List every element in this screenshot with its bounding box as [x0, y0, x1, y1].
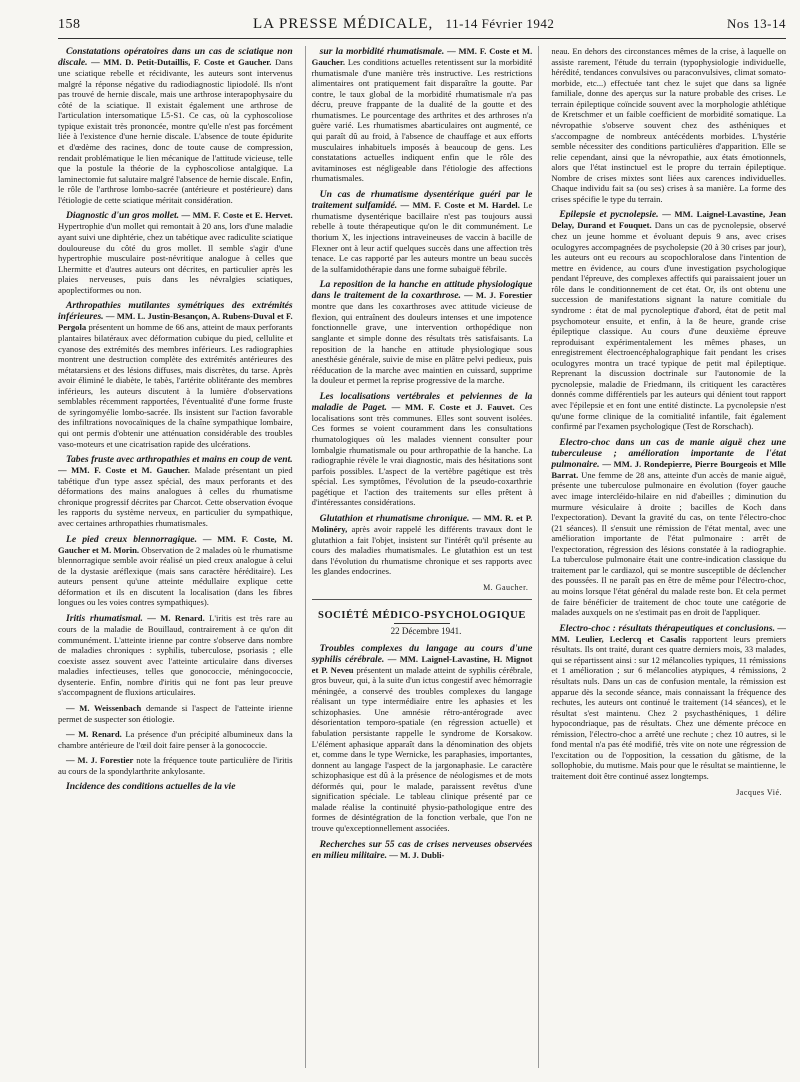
- issue-date: 11-14 Février 1942: [445, 16, 555, 31]
- abstract-paragraph: [312, 189, 533, 274]
- abstract-text: Les conditions actuelles retentissent sur la morbidité rhumatismale d'une manière très instructive. Les restrictions alimentaires ont pratiquement fait disparaître la goutte. Par contre, le taux global de la morbidité rhumatismale n'a pas décru, preuve frappante de la dualité de la goutte et des rhumatismes. Le pourcentage des arthrites et des arthroses n'a guère varié. Les rhumatismes abarticulaires ont augmenté, ce qui paraît dû au froid, à l'absence de chauffage et aux efforts musculaires inhabituels imposés à beaucoup de gens. Les constatations actuelles indiquent enfin que le rôle des avitaminoses est négligeable dans l'étiologie des affections rhumatismales.: [311, 57, 533, 184]
- continued-paragraph: neau. En dehors des circonstances mêmes de la crise, à laquelle on assiste rarement, l'étude du terrain (typophysiologie individuelle, hérédité, tendances convulsives ou paraconvulsives, climat somato-morbide, etc...) effectuée tant chez le sujet que dans sa lignée familiale, donne des aperçus sur la nature probable des crises. Le terrain épileptique coïncide souvent avec la morphologie athlétique de Kretschmer et un faible coefficient de morbidité somatique. La névropathie s'observe souvent chez des asthéniques et s'accompagne de nombreux antécédents morbides. L'hystérie semble nécessiter des conditions particulières d'apparition. Elle se relie cependant, ainsi que la névropathie, aux états émotionnels, alors que l'état instinctuel est le propre du terrain épileptique. Nombre de crises mixtes sont liées aux carences individuelles. Chaque individu fait sa (ou ses) crises à sa manière. La forme des crises spécifie le type du terrain.: [551, 46, 786, 204]
- abstract-title: sur la morbidité rhumatismale.: [319, 46, 445, 57]
- abstract-authors: — M. Renard.: [147, 612, 205, 623]
- abstract-paragraph: [58, 781, 293, 792]
- abstract-paragraph: [58, 454, 293, 528]
- abstract-paragraph: [58, 703, 293, 724]
- column-middle-part-b: [312, 643, 533, 861]
- abstract-paragraph: [58, 300, 293, 449]
- abstract-paragraph: [58, 729, 293, 750]
- society-rule: [394, 623, 450, 624]
- column-middle: [305, 46, 540, 1068]
- abstract-paragraph: [58, 755, 293, 776]
- abstract-text: présentent un homme de 66 ans, atteint de maux perforants plantaires bilatéraux avec déformation cubique du pied, cellulite et cyanose des extrémités des membres inférieurs. Les radiographies montrent une destruction complète des extrémités antérieures des métatarsiens et des lésions diffuses, mais discrètes, du tarse. Après avoir éliminé le diabète, le tabès, l'artérite oblitérante des membres inférieurs, les auteurs discutent à la lumière d'observations semblables récemment rapportées, l'éventualité d'une forme fruste de syringomyélie lombo-sacrée. Ils insistent sur l'action favorable des infiltrations novocaïniques de la chaîne sympathique lombaire, qui ont permis d'obtenir une atténuation considérable des troubles vaso-moteurs et une cicatrisation rapide des ulcérations.: [58, 322, 293, 449]
- society-name: SOCIÉTÉ MÉDICO-PSYCHOLOGIQUE: [318, 609, 526, 621]
- column-right: [551, 46, 786, 1068]
- society-heading: [312, 599, 533, 625]
- abstract-authors: — MM. R. et P. Molinéry,: [311, 512, 533, 534]
- abstract-text: Le rhumatisme dysentérique bacillaire n'est pas toujours aussi rebelle à toute thérapeutique qu'on le dit communément. Le thorium X, les injections intraveineuses de vaccin à bacille de Flexner ont à leur actif quelques succès dans une affection très tenace. Le cas rapporté par les auteurs montre un beau succès de la sulfamidothérapie dans une forme subaiguë fébrile.: [311, 199, 533, 274]
- abstract-title: Incidence des conditions actuelles de la vie: [66, 781, 236, 793]
- abstract-title: Troubles complexes du langage au cours d'une syphilis cérébrale.: [311, 642, 533, 665]
- abstract-paragraph: [312, 279, 533, 386]
- abstract-title: Electro-choc dans un cas de manie aiguë chez une tuberculeuse ; amélioration importante de l'état pulmonaire.: [551, 436, 786, 470]
- column-left: [58, 46, 293, 1068]
- abstract-authors: — M. Weissenbach: [66, 702, 142, 713]
- abstract-paragraph: [312, 391, 533, 508]
- abstract-title: Recherches sur 55 cas de crises nerveuses observées en milieu militaire.: [311, 838, 533, 861]
- abstract-authors: — MM. Laignel-Lavastine, Jean Delay, Durand et Fouquet.: [551, 209, 786, 231]
- abstract-title: Glutathion et rhumatisme chronique.: [319, 512, 470, 524]
- abstract-text: La présence d'un précipité albumineux dans la chambre antérieure de l'œil doit faire penser à la gonococcie.: [58, 729, 293, 750]
- journal-title: LA PRESSE MÉDICALE,: [253, 16, 434, 32]
- abstract-authors: — MM. F. Coste et M. Gaucher.: [311, 46, 533, 68]
- abstract-authors: — MM. J. Rondepierre, Pierre Bourgeois et Mlle Barrat.: [551, 458, 786, 480]
- signature-gaucher: M. Gaucher.: [483, 582, 529, 592]
- abstract-paragraph: [312, 839, 533, 861]
- abstract-text: après avoir rappelé les différents travaux dont le glutathion a fait l'objet, insistent sur l'intérêt qu'il présente au cours des maladies rhumatismales. Le glutathion est un test dans l'évolution du rhumatisme chronique et ses rapports avec les glandes endocrines.: [311, 523, 533, 577]
- abstract-paragraph: [58, 613, 293, 698]
- abstract-paragraph: [551, 437, 786, 618]
- abstract-paragraph: [312, 513, 533, 577]
- abstract-title: Diagnostic d'un gros mollet.: [66, 210, 180, 222]
- journal-masthead: [81, 16, 727, 33]
- abstract-text: Une femme de 28 ans, atteinte d'un accès de manie aiguë, présente une tuberculose pulmonaire en évolution (foyer gauche avec image intercléido-hilaire en nid d'abeilles ; diminution du murmure vésiculaire à droite ; bacilles de Koch dans l'expectoration). Devant la gravité du cas, on tente l'électro-choc (21 séances). Il s'ensuit une rémission de l'état mental, avec une amélioration importante de l'état pulmonaire : arrêt de l'expectoration, régression des lésions constatée à la radiographie. La tuberculose pulmonaire était une contre-indication classique du traitement par le cardiazol, qui se montre susceptible de déclencher des poussées. Il ne paraît pas en être de même pour l'électro-choc, au moins lorsque l'état général du malade reste bon. Et cela permet de faire bénéficier de traitement de choc toute une catégorie de malades auxquels on ne s'estimait pas en droit de l'appliquer.: [551, 469, 786, 618]
- abstract-authors: — MM. F. Coste et E. Hervet.: [181, 210, 293, 221]
- signature-vie: Jacques Vié.: [736, 787, 782, 797]
- running-header: [58, 16, 786, 39]
- abstract-title: Iritis rhumatismal.: [66, 612, 143, 624]
- abstract-paragraph: [312, 46, 533, 184]
- abstract-title: Epilepsie et pycnolepsie.: [559, 209, 659, 221]
- abstract-authors: — M. J. Forestier: [464, 290, 533, 301]
- abstract-text: rapportent leurs premiers résultats. Ils ont traité, durant ces quatre derniers mois, 33 malades, qui se répartissent ainsi : sur 12 mélancolies typiques, 11 rémissions et 1 amélioration ; sur 6 mélancolies atypiques, 4 rémissions, 2 résultats nuls. Dans un cas de confusion mentale, la rémission est apparue dès la seconde séance, mais connaissant la fréquence des rechutes, les auteurs ont continué le traitement (14 séances), et le résultat s'est maintenu. Chez 2 psychasthéniques, 1 délire hypocondriaque, pas de résultats. Chez une démente précoce en rémission, l'électro-choc a arrêté une rechute ; chez 10 autres, si le fond mental n'a pas été modifié, très vite on note une régression de l'excitation ou de l'opposition, la cessation du gâtisme, de la sollophobie, du mutisme. Mais pour que le résultat se maintienne, le traitement doit être continué assez longtemps.: [551, 633, 786, 782]
- abstract-text: Dans un cas de pycnolepsie, observé chez un jeune homme et évoluant depuis 9 ans, avec crises oculogyres accompagnées de psycholepsie (20 à 30 crises par jour), les auteurs ont eu recours au scopochloralose dans l'intention de mettre en évidence, au cours d'une investigation psychologique pendant l'épreuve, des complexes affectifs qui paraissaient jouer un rôle dans le conditionnement de cet état. Or, ils ont obtenu une succession de manifestations signant la nature comitiale du syndrome : état de mal pycnoleptique d'abord, état de petit mal psychomoteur ensuite, et enfin, à la 8e heure, grande crise épileptique classique. Au cours d'une deuxième épreuve reproduisant expérimentalement les mêmes phases, un enregistrement électroencéphalographique fait pendant les crises oculogyres montra un tracé typique de petit mal épileptique. Reprenant la discussion doctrinale sur l'autonomie de la pycnolepsie, maladie de Friedmann, ils critiquent les caractères donnés comme différentiels par les auteurs qui dénient tout rapport avec l'épilepsie et en font une entité distincte. La pycnolepsie n'est qu'une forme clinique de la comitialité infantile, fait également confirmé par l'examen psychologique (Test de Rorschach).: [551, 220, 786, 432]
- abstract-text: demande si l'aspect de l'atteinte irienne permet de suspecter son étiologie.: [58, 702, 293, 724]
- abstract-text: Hypertrophie d'un mollet qui remontait à 20 ans, lors d'une maladie ayant suivi une diphtérie, chez un tabétique avec radiculite sciatique douloureuse du côté du gros mollet. Il semble s'agir d'une hypertrophie musculaire post-névritique analogue à celles que Lhermitte et d'autres auteurs ont décrites, en particulier après les plaies nerveuses, puis dans les névralgies sciatiques, apoplectiformes ou non.: [58, 221, 293, 295]
- abstract-text: présentent un malade atteint de syphilis cérébrale, gros buveur, qui, à la suite d'un ictus congestif avec hémorragie méningée, a conservé des troubles complexes du langage réalisant un type intermédiaire entre les aphasies et les schizophasies. Une amnésie rétro-antérograde avec désorientation temporo-spatiale (en régression actuelle) et fabulation persistante rappelle le syndrome de Korsakow. L'élément aphasique apparaît dans la dénomination des objets et, comme dans le type Wernicke, les paraphasies, importantes, donnent au langage l'aspect de la jargonaphasie. Le caractère schizophasique est dû à la présence de néologismes et de mots déformés qui, pour le malade, paraissent revêtus d'une signification spéciale. Le tableau clinique présenté par ce malade réalise la continuité physio-pathologique entre des formes de désintégration de la fonction verbale, que l'on ne trouve qu'exceptionnellement associées.: [311, 664, 533, 834]
- abstract-text: Malade présentant un pied tabétique d'un type assez spécial, des maux perforants et des déformations des mains analogues à celles du rhumatisme chronique progressif décrites par Charcot. Cette observation évoque les rapports du système nerveux, en particulier du sympathique, avec certaines arthropathies rhumatismales.: [58, 465, 293, 528]
- abstract-title: Le pied creux blennorragique.: [66, 533, 197, 545]
- abstract-title: Electro-choc : résultats thérapeutiques et conclusions.: [559, 622, 775, 634]
- abstract-authors: — MM. F. Coste, M. Gaucher et M. Morin.: [58, 533, 293, 555]
- abstract-title: Arthropathies mutilantes symétriques des extrémités inférieures.: [58, 300, 293, 323]
- issue-number: Nos 13-14: [726, 16, 786, 31]
- abstract-text: montre que dans les coxarthroses avec attitude vicieuse de flexion, qui entraînent des douleurs intenses et une impotence fonctionnelle grave, une intervention orthopédique non sanglante et simple donne des résultats très satisfaisants. La reposition de la hanche en attitude physiologique sous anesthésie générale, suivie de mise en plâtre pelvi pedieux, puis rééducation de la marche avec maintien en cuissard, supprime la douleur et permet la reprise progressive de la marche.: [311, 301, 533, 386]
- abstract-paragraph: [312, 643, 533, 834]
- abstract-text: L'iritis est très rare au cours de la maladie de Bouillaud, contrairement à ce qu'on dit communément. L'atteinte irienne par contre s'observe dans nombre de maladies chroniques : syphilis, tuberculose, psoriasis ; elle coexiste assez souvent avec l'atteinte articulaire dans diverses maladies infectieuses, telles que gonococcie, méningococcie, dysenterie. Enfin, nombre d'iritis qui ne font pas leur preuve s'accompagnent de fluxions articulaires.: [58, 612, 293, 698]
- abstract-title: Tabes fruste avec arthropathies et mains en coup de vent.: [66, 454, 293, 466]
- abstract-text: Ces localisations sont très communes. Elles sont souvent isolées. Ces formes se voient couramment dans les consultations rhumatologiques où les malades viennent consulter pour lombalgie rhumatismale ou pour arthropathie de la hanche. La radiographie révèle le vrai diagnostic, mais des hésitations sont parfois possibles. L'aspect de la vertèbre pagétique est très spécial. Les symptômes, l'évolution de la pseudo-coxarthrie pagétique et l'action des traitements sur elles prêtent à d'intéressantes considérations.: [311, 401, 533, 508]
- abstract-authors: — MM. Laignel-Lavastine, H. Mignot et P. Neveu: [311, 653, 533, 675]
- column-middle-part-a: [312, 46, 533, 577]
- abstract-paragraph: [58, 534, 293, 608]
- abstract-paragraph: [551, 209, 786, 431]
- abstract-text: note la fréquence toute particulière de l'iritis au cours de la spondylarthrite ankylosante.: [58, 755, 293, 776]
- abstract-text: Observation de 2 malades où le rhumatisme blennorragique semble avoir réalisé un pied creux analogue à celui de la dystasie aréflexique (mais sans caractère héréditaire). Les auteurs pensent qu'une atteinte médullaire explique cette déformation et ils en discutent la localisation (dans les fibres longues ou les voies contres sympathiques).: [58, 544, 293, 608]
- society-date: 22 Décembre 1941.: [390, 626, 462, 637]
- abstract-authors: — MM. F. Coste et J. Fauvet.: [391, 401, 515, 412]
- page-number: 158: [58, 17, 81, 32]
- abstract-title: Constatations opératoires dans un cas de sciatique non discale.: [58, 46, 293, 69]
- abstract-authors: — M. J. Dubli-: [389, 849, 445, 860]
- abstract-paragraph: [58, 46, 293, 205]
- abstract-authors: — MM. L. Justin-Besançon, A. Rubens-Duval et F. Pergola: [58, 311, 293, 333]
- abstract-authors: — MM. F. Coste et M. Hardel.: [400, 199, 520, 210]
- abstract-authors: — M. Renard.: [66, 729, 122, 740]
- abstract-title: Les localisations vertébrales et pelviennes de la maladie de Paget.: [311, 390, 533, 413]
- abstract-text: Dans une sciatique rebelle et récidivante, les auteurs sont intervenus malgré la réponse négative du radiodiagnostic lipiodolé. Ils n'ont pas trouvé de hernie discale, mais une arthrose interapophysaire du côté de la sciatique. Il existait également une arthrose de l'articulation intersomatique L5-S1. Ce cas, où la cyphoscoliose typique existait très prononcée, montre qu'elle n'est pas forcément liée à l'existence d'une hernie discale. L'absence de toute épidurite et d'œdème des racines, donc de toute cause de compression, rendait problématique le lien mécanique de l'attitude vicieuse, telle que la postule la théorie de la cyphoscoliose antalgique. La laminectomie fut salutaire malgré l'absence de hernie discale. Enfin, le rôle de l'arthrose lombo-sacrée (antérieure et postérieure) dans l'étiologie de cette sciatique méritait considération.: [58, 57, 293, 205]
- abstract-authors: — MM. D. Petit-Dutaillis, F. Coste et Gaucher.: [91, 57, 272, 68]
- abstract-authors: — MM. F. Coste et M. Gaucher.: [58, 465, 190, 476]
- abstract-authors: — MM. Leulier, Leclercq et Casalis: [551, 622, 786, 644]
- abstract-title: Un cas de rhumatisme dysentérique guéri par le traitement sulfamidé.: [311, 188, 533, 211]
- abstract-authors: — M. J. Forestier: [66, 755, 134, 766]
- text-columns: [58, 46, 786, 1068]
- column-right-articles: [551, 209, 786, 781]
- abstract-paragraph: [58, 210, 293, 295]
- abstract-paragraph: [551, 623, 786, 782]
- abstract-title: La reposition de la hanche en attitude physiologique dans le traitement de la coxarthrose.: [311, 279, 533, 302]
